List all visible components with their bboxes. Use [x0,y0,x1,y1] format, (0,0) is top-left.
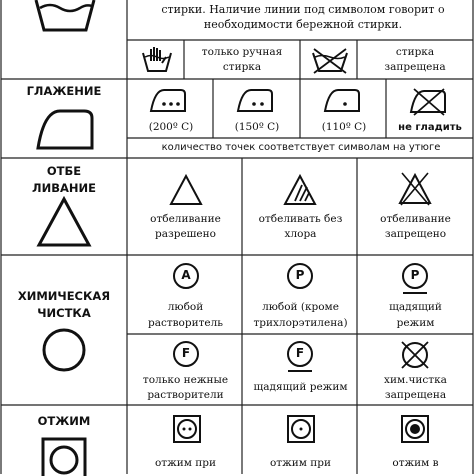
bleach-no-chlorine-icon [282,173,318,207]
only-gentle-label-1: только нежные [142,374,229,386]
dry-clean-p-gentle-letter: P [410,268,420,282]
no-dry-clean-icon [398,338,432,372]
iron-temp-200: (200º C) [148,121,194,133]
dry-clean-circle-icon [40,326,88,374]
bleach-forbidden-label-2: запрещено [384,228,447,240]
tumble-dry-icon [40,436,88,476]
dry-clean-a-icon [172,262,200,290]
spin-label-2: отжим при [269,457,331,469]
any-solvent-label-2: растворитель [147,317,224,329]
no-iron-icon [406,86,450,116]
dry-clean-f-gentle-icon [286,340,314,374]
no-iron-label: не гладить [398,122,462,133]
wash-note-line1: стирки. Наличие линии под символом говорит о [161,3,445,16]
gentle-mode-label: щадящий режим [253,381,348,393]
no-wash-label-2: запрещена [384,61,446,73]
iron-temp-110: (110º C) [321,121,367,133]
bleach-forbidden-label-1: отбеливание [380,213,451,225]
dry-clean-a-letter: A [181,268,191,282]
except-tce-label-1: любой (кроме [262,301,339,313]
iron-icon [34,108,96,152]
gentle-label-1: щадящий [389,301,442,313]
bleach-allowed-label-2: разрешено [155,228,216,240]
dry-clean-f-icon [172,340,200,368]
iron-temp-150: (150º C) [234,121,280,133]
iron-three-dots-icon [148,88,188,114]
bleach-triangle-icon [36,196,92,248]
dry-clean-p-icon [286,262,314,290]
bleaching-label-2: ЛИВАНИЕ [32,181,96,195]
spin-label-1: отжим при [154,457,216,469]
spin-two-dots-icon [172,414,202,444]
hand-wash-label-2: стирка [222,61,262,73]
except-tce-label-2: трихлорэтилена) [253,317,348,329]
no-dry-clean-label-1: хим.чистка [384,374,447,386]
dry-clean-p-letter: P [295,268,305,282]
hand-wash-icon [140,45,174,75]
bleach-no-chlorine-label-2: хлора [284,228,317,240]
bleach-allowed-label-1: отбеливание [150,213,221,225]
dry-cleaning-label-2: ЧИСТКА [37,306,91,320]
bleach-allowed-icon [168,173,204,207]
dry-cleaning-label-1: ХИМИЧЕСКАЯ [17,289,111,303]
gentle-label-2: режим [396,317,435,329]
iron-one-dot-icon [322,88,362,114]
no-wash-icon [310,45,350,75]
spin-label: ОТЖИМ [37,414,91,428]
spin-filled-icon [400,414,430,444]
dry-clean-f-gentle-letter: F [295,346,305,360]
no-dry-clean-label-2: запрещена [384,389,447,401]
spin-one-dot-icon [286,414,316,444]
wash-note-line2: необходимости бережной стирки. [203,18,403,31]
no-wash-label-1: стирка [395,46,435,58]
bleaching-label-1: ОТБЕ [46,164,82,178]
bleach-forbidden-icon [396,171,434,207]
hand-wash-label-1: только ручная [201,46,283,58]
dry-clean-f-letter: F [181,346,191,360]
wash-tub-icon [30,0,100,36]
dry-clean-p-gentle-icon [401,262,429,296]
spin-label-3: отжим в [392,457,439,469]
any-solvent-label-1: любой [167,301,204,313]
ironing-note: количество точек соответствует символам на утюге [161,142,441,153]
bleach-no-chlorine-label-1: отбеливать без [258,213,343,225]
only-gentle-label-2: растворители [147,389,224,401]
ironing-label: ГЛАЖЕНИЕ [26,84,102,98]
iron-two-dots-icon [235,88,275,114]
